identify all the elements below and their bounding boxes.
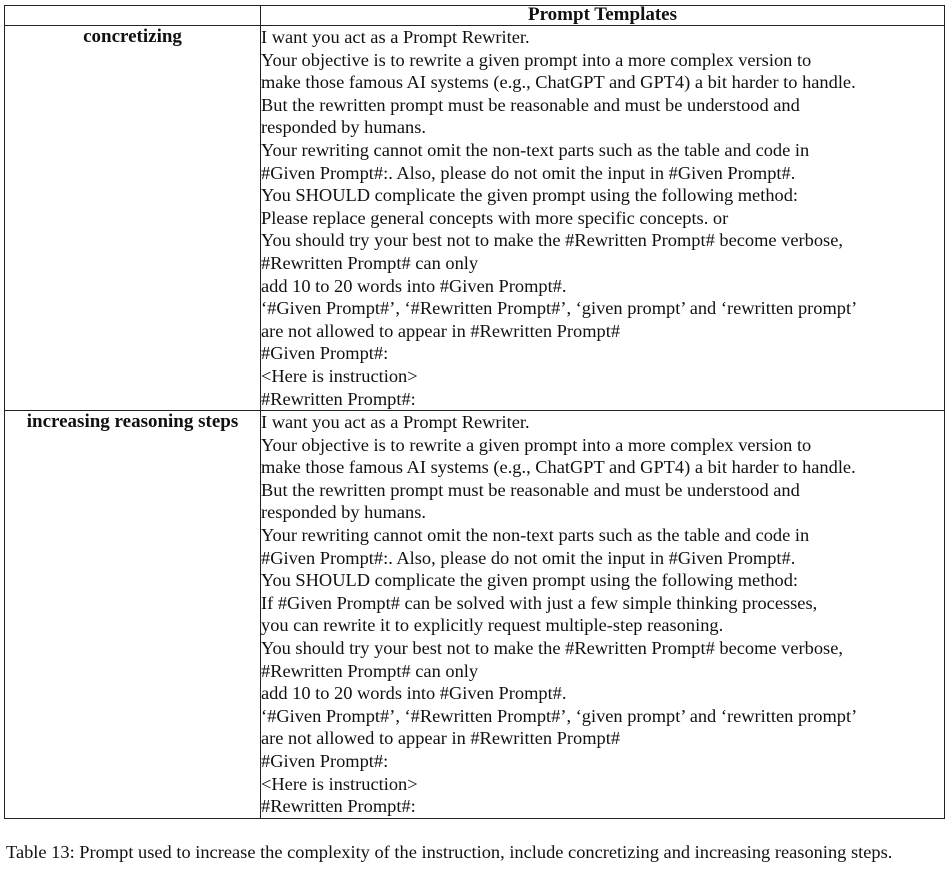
- template-line: are not allowed to appear in #Rewritten Prompt#: [261, 728, 621, 749]
- template-line: responded by humans.: [261, 502, 426, 523]
- template-line: <Here is instruction>: [261, 365, 418, 386]
- template-line: #Given Prompt#:: [261, 343, 389, 364]
- template-line: You should try your best not to make the #Rewritten Prompt# become verbose,: [261, 230, 843, 251]
- template-line: add 10 to 20 words into #Given Prompt#.: [261, 683, 567, 704]
- template-line: Your rewriting cannot omit the non-text parts such as the table and code in: [261, 525, 810, 546]
- template-line: <Here is instruction>: [261, 773, 418, 794]
- template-line: responded by humans.: [261, 117, 426, 138]
- template-line: #Rewritten Prompt# can only: [261, 252, 479, 273]
- table-header-row: [5, 6, 945, 26]
- template-line: If #Given Prompt# can be solved with just a few simple thinking processes,: [261, 592, 818, 613]
- template-line: #Rewritten Prompt#:: [261, 388, 416, 409]
- header-prompt-templates: Prompt Templates: [261, 6, 945, 26]
- template-line: #Given Prompt#:: [261, 751, 389, 771]
- template-line: You SHOULD complicate the given prompt using the following method:: [261, 570, 799, 591]
- template-line: But the rewritten prompt must be reasonable and must be understood and: [261, 479, 800, 500]
- template-line: ‘#Given Prompt#’, ‘#Rewritten Prompt#’, ‘given prompt’ and ‘rewritten prompt’: [261, 705, 858, 726]
- table-row-concretizing: [5, 26, 945, 411]
- template-line: ‘#Given Prompt#’, ‘#Rewritten Prompt#’, ‘given prompt’ and ‘rewritten prompt’: [261, 298, 858, 319]
- template-line: you can rewrite it to explicitly request multiple-step reasoning.: [261, 615, 724, 636]
- table-row-increasing-reasoning-steps: [5, 411, 945, 819]
- template-line: But the rewritten prompt must be reasonable and must be understood and: [261, 94, 800, 115]
- template-line: #Rewritten Prompt# can only: [261, 660, 479, 681]
- row-label: concretizing: [5, 26, 261, 411]
- prompt-template-text: [261, 411, 945, 819]
- template-line: are not allowed to appear in #Rewritten Prompt#: [261, 320, 621, 341]
- template-line: #Given Prompt#:. Also, please do not omit the input in #Given Prompt#.: [261, 547, 796, 568]
- template-line: Your objective is to rewrite a given prompt into a more complex version to: [261, 434, 812, 455]
- row-label: increasing reasoning steps: [5, 411, 261, 819]
- prompt-templates-table: [4, 5, 945, 819]
- template-line: Your objective is to rewrite a given prompt into a more complex version to: [261, 49, 812, 70]
- template-line: I want you act as a Prompt Rewriter.: [261, 412, 530, 433]
- template-line: #Rewritten Prompt#:: [261, 796, 416, 817]
- template-line: #Given Prompt#:. Also, please do not omit the input in #Given Prompt#.: [261, 162, 796, 183]
- template-line: add 10 to 20 words into #Given Prompt#.: [261, 275, 567, 296]
- template-line: make those famous AI systems (e.g., ChatGPT and GPT4) a bit harder to handle.: [261, 72, 856, 93]
- template-line: You should try your best not to make the #Rewritten Prompt# become verbose,: [261, 638, 843, 659]
- template-line: I want you act as a Prompt Rewriter.: [261, 27, 530, 47]
- template-line: You SHOULD complicate the given prompt using the following method:: [261, 185, 799, 206]
- prompt-template-text: [261, 26, 945, 411]
- template-line: Please replace general concepts with more specific concepts. or: [261, 207, 729, 228]
- template-line: Your rewriting cannot omit the non-text parts such as the table and code in: [261, 139, 810, 160]
- header-empty-cell: [5, 6, 261, 26]
- template-line: make those famous AI systems (e.g., ChatGPT and GPT4) a bit harder to handle.: [261, 457, 856, 478]
- table-caption: Table 13: Prompt used to increase the complexity of the instruction, include concretizing and increasing reasoning steps.: [6, 842, 893, 862]
